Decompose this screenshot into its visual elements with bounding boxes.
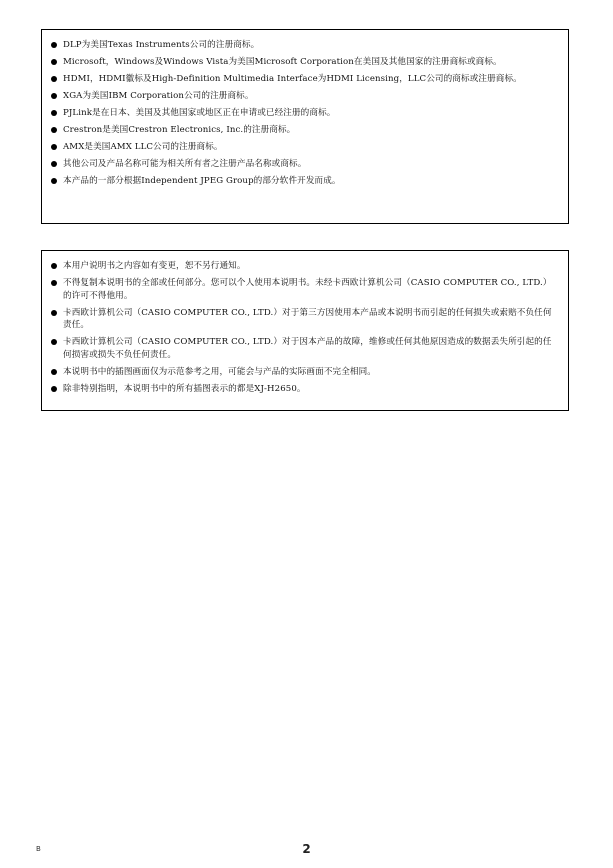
notice-item-changes [50,260,560,273]
bullet-icon [51,161,57,167]
trademark-item-pjlink [50,107,560,120]
trademark-text: 其他公司及产品名称可能为相关所有者之注册产品名称或商标。 [63,158,307,169]
bullet-icon [51,42,57,48]
trademark-item-dlp [50,39,560,52]
notice-item-illustrations [50,366,560,379]
bullet-icon [51,127,57,133]
bullet-icon [51,310,57,316]
trademark-text: HDMI，HDMI徽标及High-Definition Multimedia Interface为HDMI Licensing，LLC公司的商标或注册商标。 [63,73,522,84]
notice-item-third-party [50,307,560,332]
trademark-text: Crestron是美国Crestron Electronics, Inc.的注册商标。 [63,124,296,135]
trademark-item-crestron [50,124,560,137]
trademark-item-xga [50,90,560,103]
trademark-item-amx [50,141,560,154]
notice-text: 不得复制本说明书的全部或任何部分。您可以个人使用本说明书。未经卡西欧计算机公司（CASIO COMPUTER CO., LTD.）的许可不得他用。 [63,277,552,301]
trademark-item-hdmi [50,73,560,86]
page-number: 2 [302,842,311,856]
trademark-text: 本产品的一部分根据Independent JPEG Group的部分软件开发而成。 [63,175,341,186]
notice-item-copying [50,277,560,302]
trademark-text: Microsoft，Windows及Windows Vista为美国Microsoft Corporation在美国及其他国家的注册商标或商标。 [63,56,502,67]
notice-text: 本说明书中的插图画面仅为示范参考之用，可能会与产品的实际画面不完全相同。 [63,366,376,377]
notices-list [50,260,560,400]
notice-item-model [50,383,560,396]
trademark-item-microsoft [50,56,560,69]
bullet-icon [51,339,57,345]
trademark-item-jpeg [50,175,560,188]
bullet-icon [51,144,57,150]
bullet-icon [51,110,57,116]
bullet-icon [51,386,57,392]
notice-text: 除非特别指明，本说明书中的所有插图表示的都是XJ-H2650。 [63,383,306,394]
trademarks-list [50,39,560,192]
notice-text: 卡西欧计算机公司（CASIO COMPUTER CO., LTD.）对于因本产品的故障，维修或任何其他原因造成的数据丢失所引起的任何损害或损失不负任何责任。 [63,337,552,360]
bullet-icon [51,263,57,269]
bullet-icon [51,59,57,65]
trademark-item-other [50,158,560,171]
bullet-icon [51,280,57,286]
trademark-text: AMX是美国AMX LLC公司的注册商标。 [63,141,223,152]
notice-text: 本用户说明书之内容如有变更，恕不另行通知。 [63,261,246,271]
bullet-icon [51,93,57,99]
notice-item-data-loss [50,336,560,361]
trademarks-box [41,29,569,224]
bullet-icon [51,369,57,375]
footer-language-mark: B [36,845,41,853]
bullet-icon [51,178,57,184]
trademark-text: DLP为美国Texas Instruments公司的注册商标。 [63,40,260,50]
notices-box [41,250,569,411]
trademark-text: XGA为美国IBM Corporation公司的注册商标。 [63,90,254,101]
bullet-icon [51,76,57,82]
trademark-text: PJLink是在日本、美国及其他国家或地区正在申请或已经注册的商标。 [63,107,336,118]
notice-text: 卡西欧计算机公司（CASIO COMPUTER CO., LTD.）对于第三方因使用本产品或本说明书而引起的任何损失或索赔不负任何责任。 [63,307,552,331]
